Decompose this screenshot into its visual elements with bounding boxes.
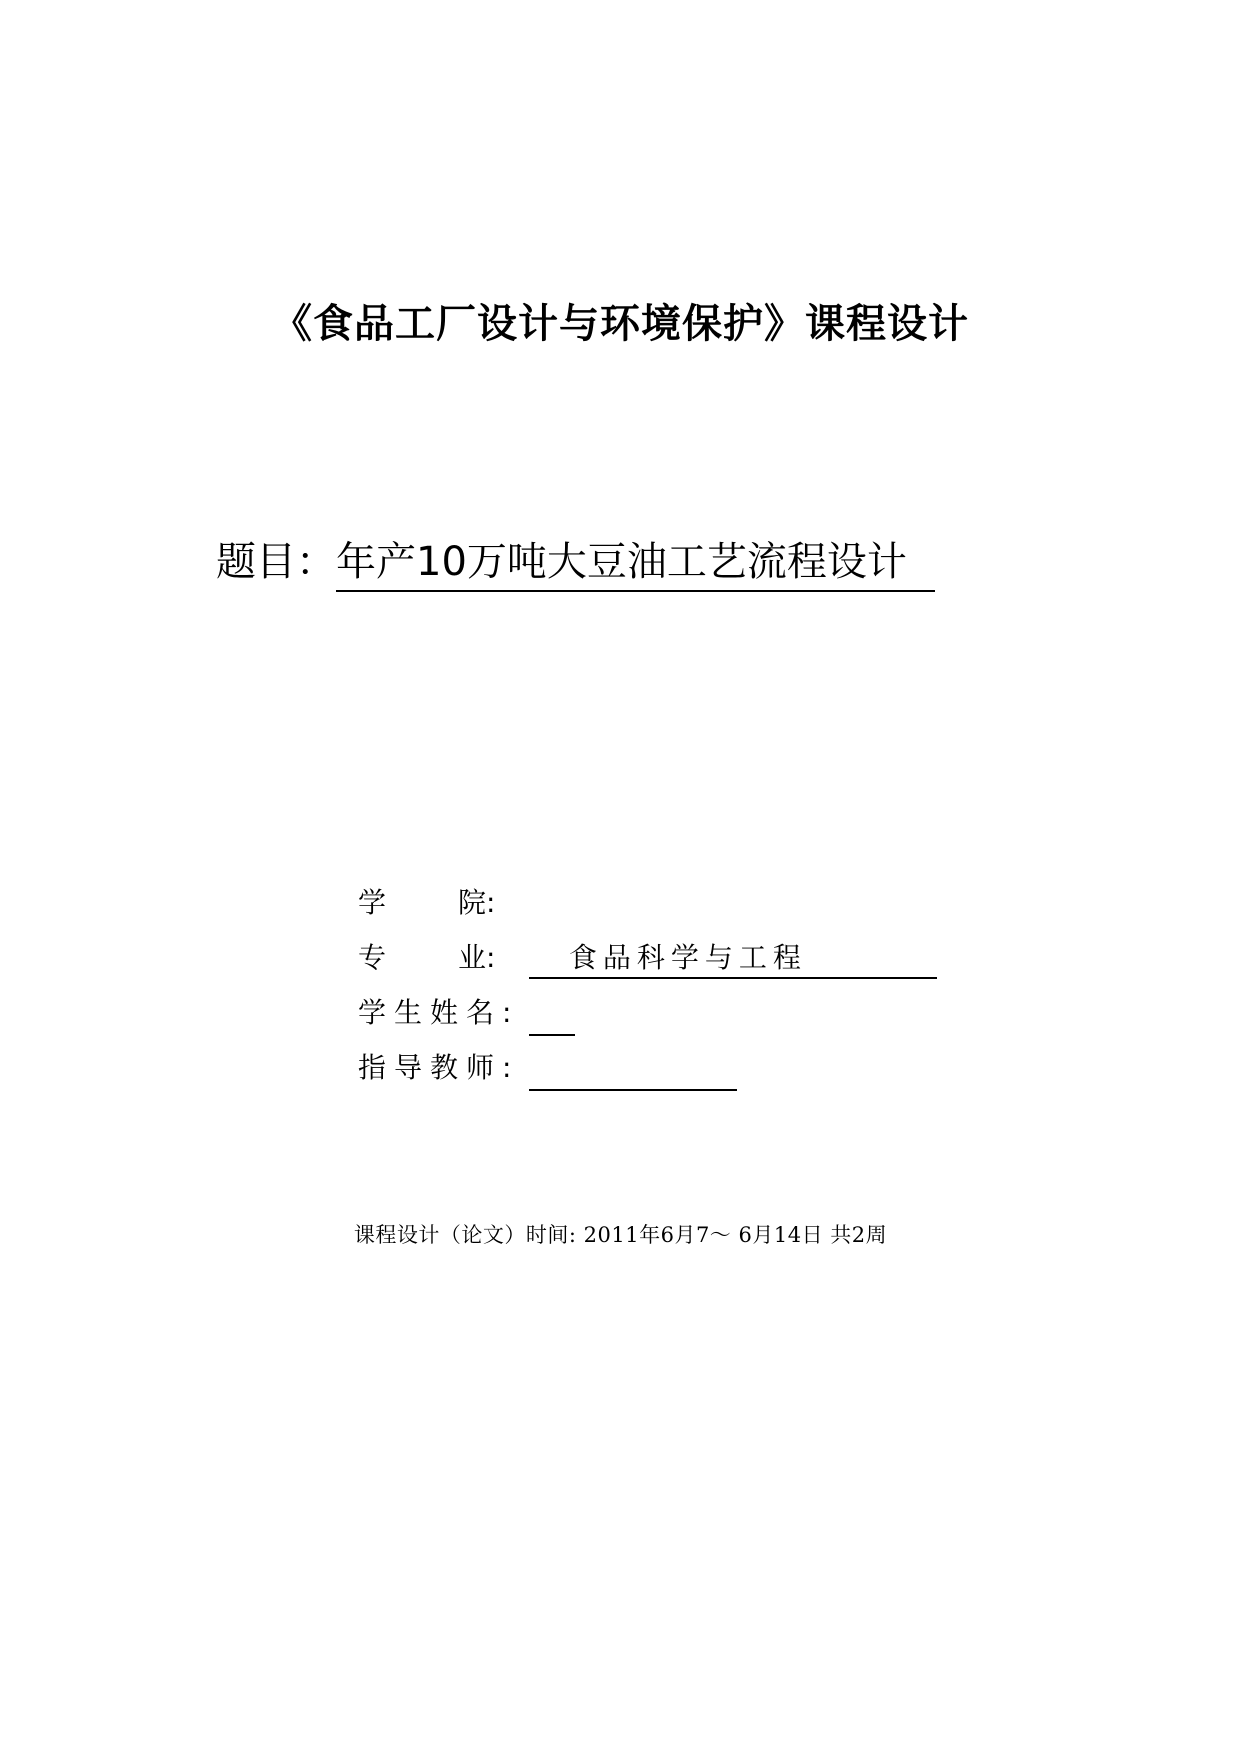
advisor-row [358,1045,737,1091]
major-row [358,935,937,981]
college-row [358,880,514,926]
student-name-label: 学生姓名: [358,996,520,1029]
advisor-label: 指导教师: [358,1051,520,1084]
college-label-first: 学 [358,886,387,919]
topic-label: 题目： [216,539,336,585]
topic-value: 年产10万吨大豆油工艺流程设计 [336,532,935,592]
college-label-last: 院: [458,886,496,919]
student-name-value [529,990,575,1036]
topic-line [216,532,935,592]
advisor-value [529,1045,737,1091]
college-label [358,880,514,926]
major-value: 食品科学与工程 [529,935,937,979]
course-design-time: 课程设计（论文）时间: 2011年6月7～ 6月14日 共2周 [353,1223,888,1247]
major-label-first: 专 [358,941,387,974]
student-name-row [358,990,575,1036]
course-title: 《食品工厂设计与环境保护》课程设计 [272,301,969,347]
major-label-last: 业: [458,941,496,974]
major-label [358,935,514,981]
